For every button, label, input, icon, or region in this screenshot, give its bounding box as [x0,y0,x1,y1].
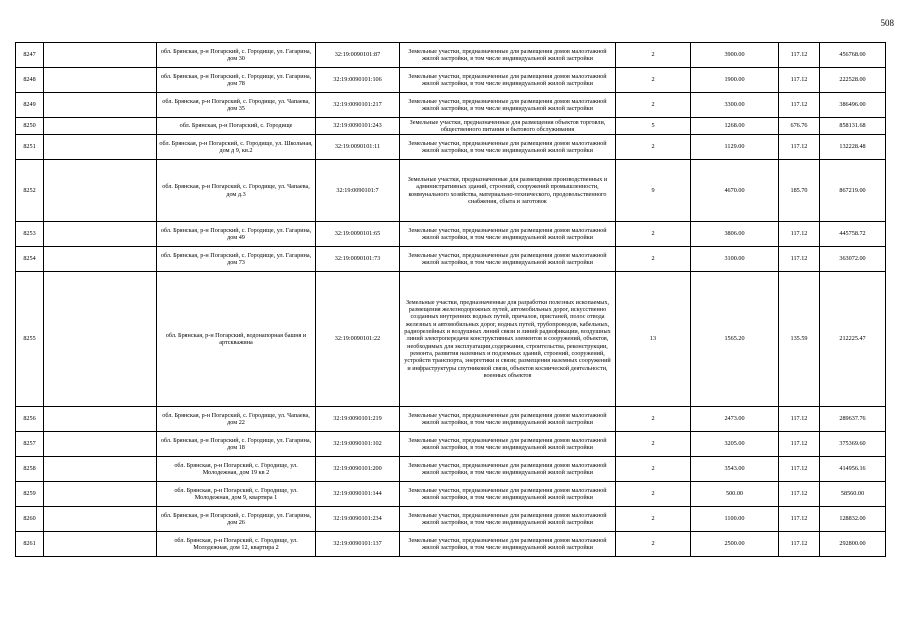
row-number: 8248 [16,68,44,93]
table-row [16,482,886,507]
area-cell: 3900.00 [691,43,779,68]
land-use-cell: Земельные участки, предназначенные для размещения домов малоэтажной жилой застройки, в том числе индивидуальной жилой застройки [400,93,616,118]
specific-value-cell: 117.12 [779,482,820,507]
specific-value-cell: 185.70 [779,160,820,222]
group-code-cell: 2 [616,532,691,557]
group-code-cell: 2 [616,457,691,482]
group-code-cell: 2 [616,247,691,272]
table-row [16,222,886,247]
row-number: 8256 [16,407,44,432]
group-code-cell: 2 [616,93,691,118]
land-use-cell: Земельные участки, предназначенные для размещения домов малоэтажной жилой застройки, в том числе индивидуальной жилой застройки [400,135,616,160]
specific-value-cell: 117.12 [779,457,820,482]
group-code-cell: 2 [616,407,691,432]
land-use-cell: Земельные участки, предназначенные для размещения домов малоэтажной жилой застройки, в том числе индивидуальной жилой застройки [400,222,616,247]
cadastral-number-cell: 32:19:0090101:243 [316,118,400,135]
blank-cell [44,43,157,68]
group-code-cell: 2 [616,135,691,160]
table-row [16,118,886,135]
specific-value-cell: 117.12 [779,532,820,557]
cadastral-value-cell: 58560.00 [820,482,886,507]
area-cell: 2500.00 [691,532,779,557]
cadastral-number-cell: 32:19:0090101:106 [316,68,400,93]
area-cell: 2473.00 [691,407,779,432]
land-use-cell: Земельные участки, предназначенные для размещения домов малоэтажной жилой застройки, в том числе индивидуальной жилой застройки [400,68,616,93]
row-number: 8249 [16,93,44,118]
cadastral-number-cell: 32:19:0090101:7 [316,160,400,222]
specific-value-cell: 117.12 [779,68,820,93]
cadastral-number-cell: 32:19:0090101:217 [316,93,400,118]
area-cell: 1129.00 [691,135,779,160]
blank-cell [44,432,157,457]
address-cell: обл. Брянская, р-н Погарский, с. Городище, ул. Гагарина, дом 78 [157,68,316,93]
cadastral-value-cell: 456768.00 [820,43,886,68]
address-cell: обл. Брянская, р-н Погарский, с. Городище, ул. Молодежная, дом 9, квартира 1 [157,482,316,507]
row-number: 8253 [16,222,44,247]
group-code-cell: 2 [616,507,691,532]
land-use-cell: Земельные участки, предназначенные для размещения домов малоэтажной жилой застройки, в том числе индивидуальной жилой застройки [400,482,616,507]
row-number: 8258 [16,457,44,482]
blank-cell [44,532,157,557]
area-cell: 3806.00 [691,222,779,247]
land-use-cell: Земельные участки, предназначенные для размещения домов малоэтажной жилой застройки, в том числе индивидуальной жилой застройки [400,247,616,272]
cadastral-value-cell: 858131.68 [820,118,886,135]
cadastral-value-cell: 445758.72 [820,222,886,247]
area-cell: 1100.00 [691,507,779,532]
row-number: 8257 [16,432,44,457]
group-code-cell: 2 [616,432,691,457]
cadastral-value-cell: 289637.76 [820,407,886,432]
cadastral-value-cell: 292800.00 [820,532,886,557]
area-cell: 3205.00 [691,432,779,457]
table-row [16,432,886,457]
address-cell: обл. Брянская, р-н Погарский, водонапорная башня и артскважина [157,272,316,407]
area-cell: 1900.00 [691,68,779,93]
address-cell: обл. Брянская, р-н Погарский, с. Городище, ул. Школьная, дом д 9, кв.2 [157,135,316,160]
specific-value-cell: 117.12 [779,93,820,118]
specific-value-cell: 117.12 [779,247,820,272]
cadastral-value-cell: 222528.00 [820,68,886,93]
cadastral-value-cell: 212225.47 [820,272,886,407]
address-cell: обл. Брянская, р-н Погарский, с. Городище, ул. Гагарина, дом 26 [157,507,316,532]
group-code-cell: 2 [616,68,691,93]
land-use-cell: Земельные участки, предназначенные для размещения домов малоэтажной жилой застройки, в том числе индивидуальной жилой застройки [400,507,616,532]
blank-cell [44,272,157,407]
area-cell: 3100.00 [691,247,779,272]
land-use-cell: Земельные участки, предназначенные для размещения домов малоэтажной жилой застройки, в том числе индивидуальной жилой застройки [400,432,616,457]
land-use-cell: Земельные участки, предназначенные для размещения домов малоэтажной жилой застройки, в том числе индивидуальной жилой застройки [400,43,616,68]
address-cell: обл. Брянская, р-н Погарский, с. Городище, ул. Гагарина, дом 30 [157,43,316,68]
group-code-cell: 5 [616,118,691,135]
table-row [16,68,886,93]
cadastral-number-cell: 32:19:0090101:200 [316,457,400,482]
cadastral-value-cell: 132228.48 [820,135,886,160]
table-row [16,407,886,432]
area-cell: 3300.00 [691,93,779,118]
specific-value-cell: 135.59 [779,272,820,407]
row-number: 8247 [16,43,44,68]
blank-cell [44,407,157,432]
table-row [16,43,886,68]
area-cell: 3543.00 [691,457,779,482]
land-use-cell: Земельные участки, предназначенные для размещения домов малоэтажной жилой застройки, в том числе индивидуальной жилой застройки [400,407,616,432]
blank-cell [44,160,157,222]
table-row [16,507,886,532]
land-use-cell: Земельные участки, предназначенные для разработки полезных ископаемых, размещения железнодорожных путей, автомобильных дорог, искусственно созданных внутренних водных путей, причалов, пристаней, полос отвода железных и автомобильных дорог, водных путей, трубопроводов, кабельных, радиорелейных и воздушных линий связи и линий радиофикации, воздушных линий электропередачи конструктивных элементов и сооружений, объектов, необходимых для эксплуатации,содержания, строительства, реконструкции, ремонта, развития наземных и подземных зданий, строений, сооружений, устройств транспорта, энергетики и связи; размещения наземных сооружений и инфраструктуры спутниковой связи, объектов космической деятельности, военных объектов [400,272,616,407]
group-code-cell: 2 [616,222,691,247]
address-cell: обл. Брянская, р-н Погарский, с. Городище, ул. Чапаева, дом 35 [157,93,316,118]
table-row [16,457,886,482]
row-number: 8260 [16,507,44,532]
land-use-cell: Земельные участки, предназначенные для размещения производственных и административных зданий, строений, сооружений промышленности, коммунального хозяйства, материально-технического, продовольственного снабжения, сбыта и заготовок [400,160,616,222]
land-registry-table [15,42,886,557]
row-number: 8250 [16,118,44,135]
cadastral-value-cell: 386496.00 [820,93,886,118]
cadastral-number-cell: 32:19:0090101:11 [316,135,400,160]
blank-cell [44,507,157,532]
table-row [16,93,886,118]
cadastral-number-cell: 32:19:0090101:65 [316,222,400,247]
page-number: 508 [880,18,894,28]
cadastral-number-cell: 32:19:0090101:102 [316,432,400,457]
address-cell: обл. Брянская, р-н Погарский, с. Городище, ул. Чапаева, дом 22 [157,407,316,432]
group-code-cell: 13 [616,272,691,407]
land-use-cell: Земельные участки, предназначенные для размещения домов малоэтажной жилой застройки, в том числе индивидуальной жилой застройки [400,457,616,482]
cadastral-number-cell: 32:19:0090101:73 [316,247,400,272]
row-number: 8261 [16,532,44,557]
specific-value-cell: 117.12 [779,507,820,532]
cadastral-number-cell: 32:19:0090101:137 [316,532,400,557]
blank-cell [44,482,157,507]
table-row [16,532,886,557]
address-cell: обл. Брянская, р-н Погарский, с. Городище, ул. Гагарина, дом 18 [157,432,316,457]
area-cell: 4670.00 [691,160,779,222]
table-row [16,272,886,407]
blank-cell [44,93,157,118]
table-body [16,43,886,557]
address-cell: обл. Брянская, р-н Погарский, с. Городище [157,118,316,135]
cadastral-number-cell: 32:19:0090101:22 [316,272,400,407]
group-code-cell: 2 [616,43,691,68]
specific-value-cell: 117.12 [779,135,820,160]
area-cell: 1268.00 [691,118,779,135]
row-number: 8252 [16,160,44,222]
row-number: 8259 [16,482,44,507]
land-use-cell: Земельные участки, предназначенные для размещения домов малоэтажной жилой застройки, в том числе индивидуальной жилой застройки [400,532,616,557]
address-cell: обл. Брянская, р-н Погарский, с. Городище, ул. Гагарина, дом 49 [157,222,316,247]
cadastral-value-cell: 414956.16 [820,457,886,482]
land-use-cell: Земельные участки, предназначенные для размещения объектов торговли, общественного питания и бытового обслуживания [400,118,616,135]
group-code-cell: 2 [616,482,691,507]
blank-cell [44,118,157,135]
table-row [16,135,886,160]
address-cell: обл. Брянская, р-н Погарский, с. Городище, ул. Гагарина, дом 73 [157,247,316,272]
table-row [16,160,886,222]
cadastral-value-cell: 375369.60 [820,432,886,457]
blank-cell [44,135,157,160]
cadastral-number-cell: 32:19:0090101:234 [316,507,400,532]
row-number: 8255 [16,272,44,407]
cadastral-value-cell: 128832.00 [820,507,886,532]
cadastral-number-cell: 32:19:0090101:219 [316,407,400,432]
specific-value-cell: 117.12 [779,432,820,457]
cadastral-number-cell: 32:19:0090101:87 [316,43,400,68]
blank-cell [44,457,157,482]
cadastral-number-cell: 32:19:0090101:144 [316,482,400,507]
address-cell: обл. Брянская, р-н Погарский, с. Городище, ул. Молодежная, дом 12, квартира 2 [157,532,316,557]
specific-value-cell: 117.12 [779,43,820,68]
table-row [16,247,886,272]
cadastral-value-cell: 363072.00 [820,247,886,272]
specific-value-cell: 676.76 [779,118,820,135]
specific-value-cell: 117.12 [779,407,820,432]
cadastral-value-cell: 867219.00 [820,160,886,222]
area-cell: 500.00 [691,482,779,507]
group-code-cell: 9 [616,160,691,222]
row-number: 8251 [16,135,44,160]
address-cell: обл. Брянская, р-н Погарский, с. Городище, ул. Молодежная, дом 19 кв 2 [157,457,316,482]
row-number: 8254 [16,247,44,272]
specific-value-cell: 117.12 [779,222,820,247]
area-cell: 1565.20 [691,272,779,407]
blank-cell [44,247,157,272]
address-cell: обл. Брянская, р-н Погарский, с. Городище, ул. Чапаева, дом д.3 [157,160,316,222]
blank-cell [44,68,157,93]
blank-cell [44,222,157,247]
